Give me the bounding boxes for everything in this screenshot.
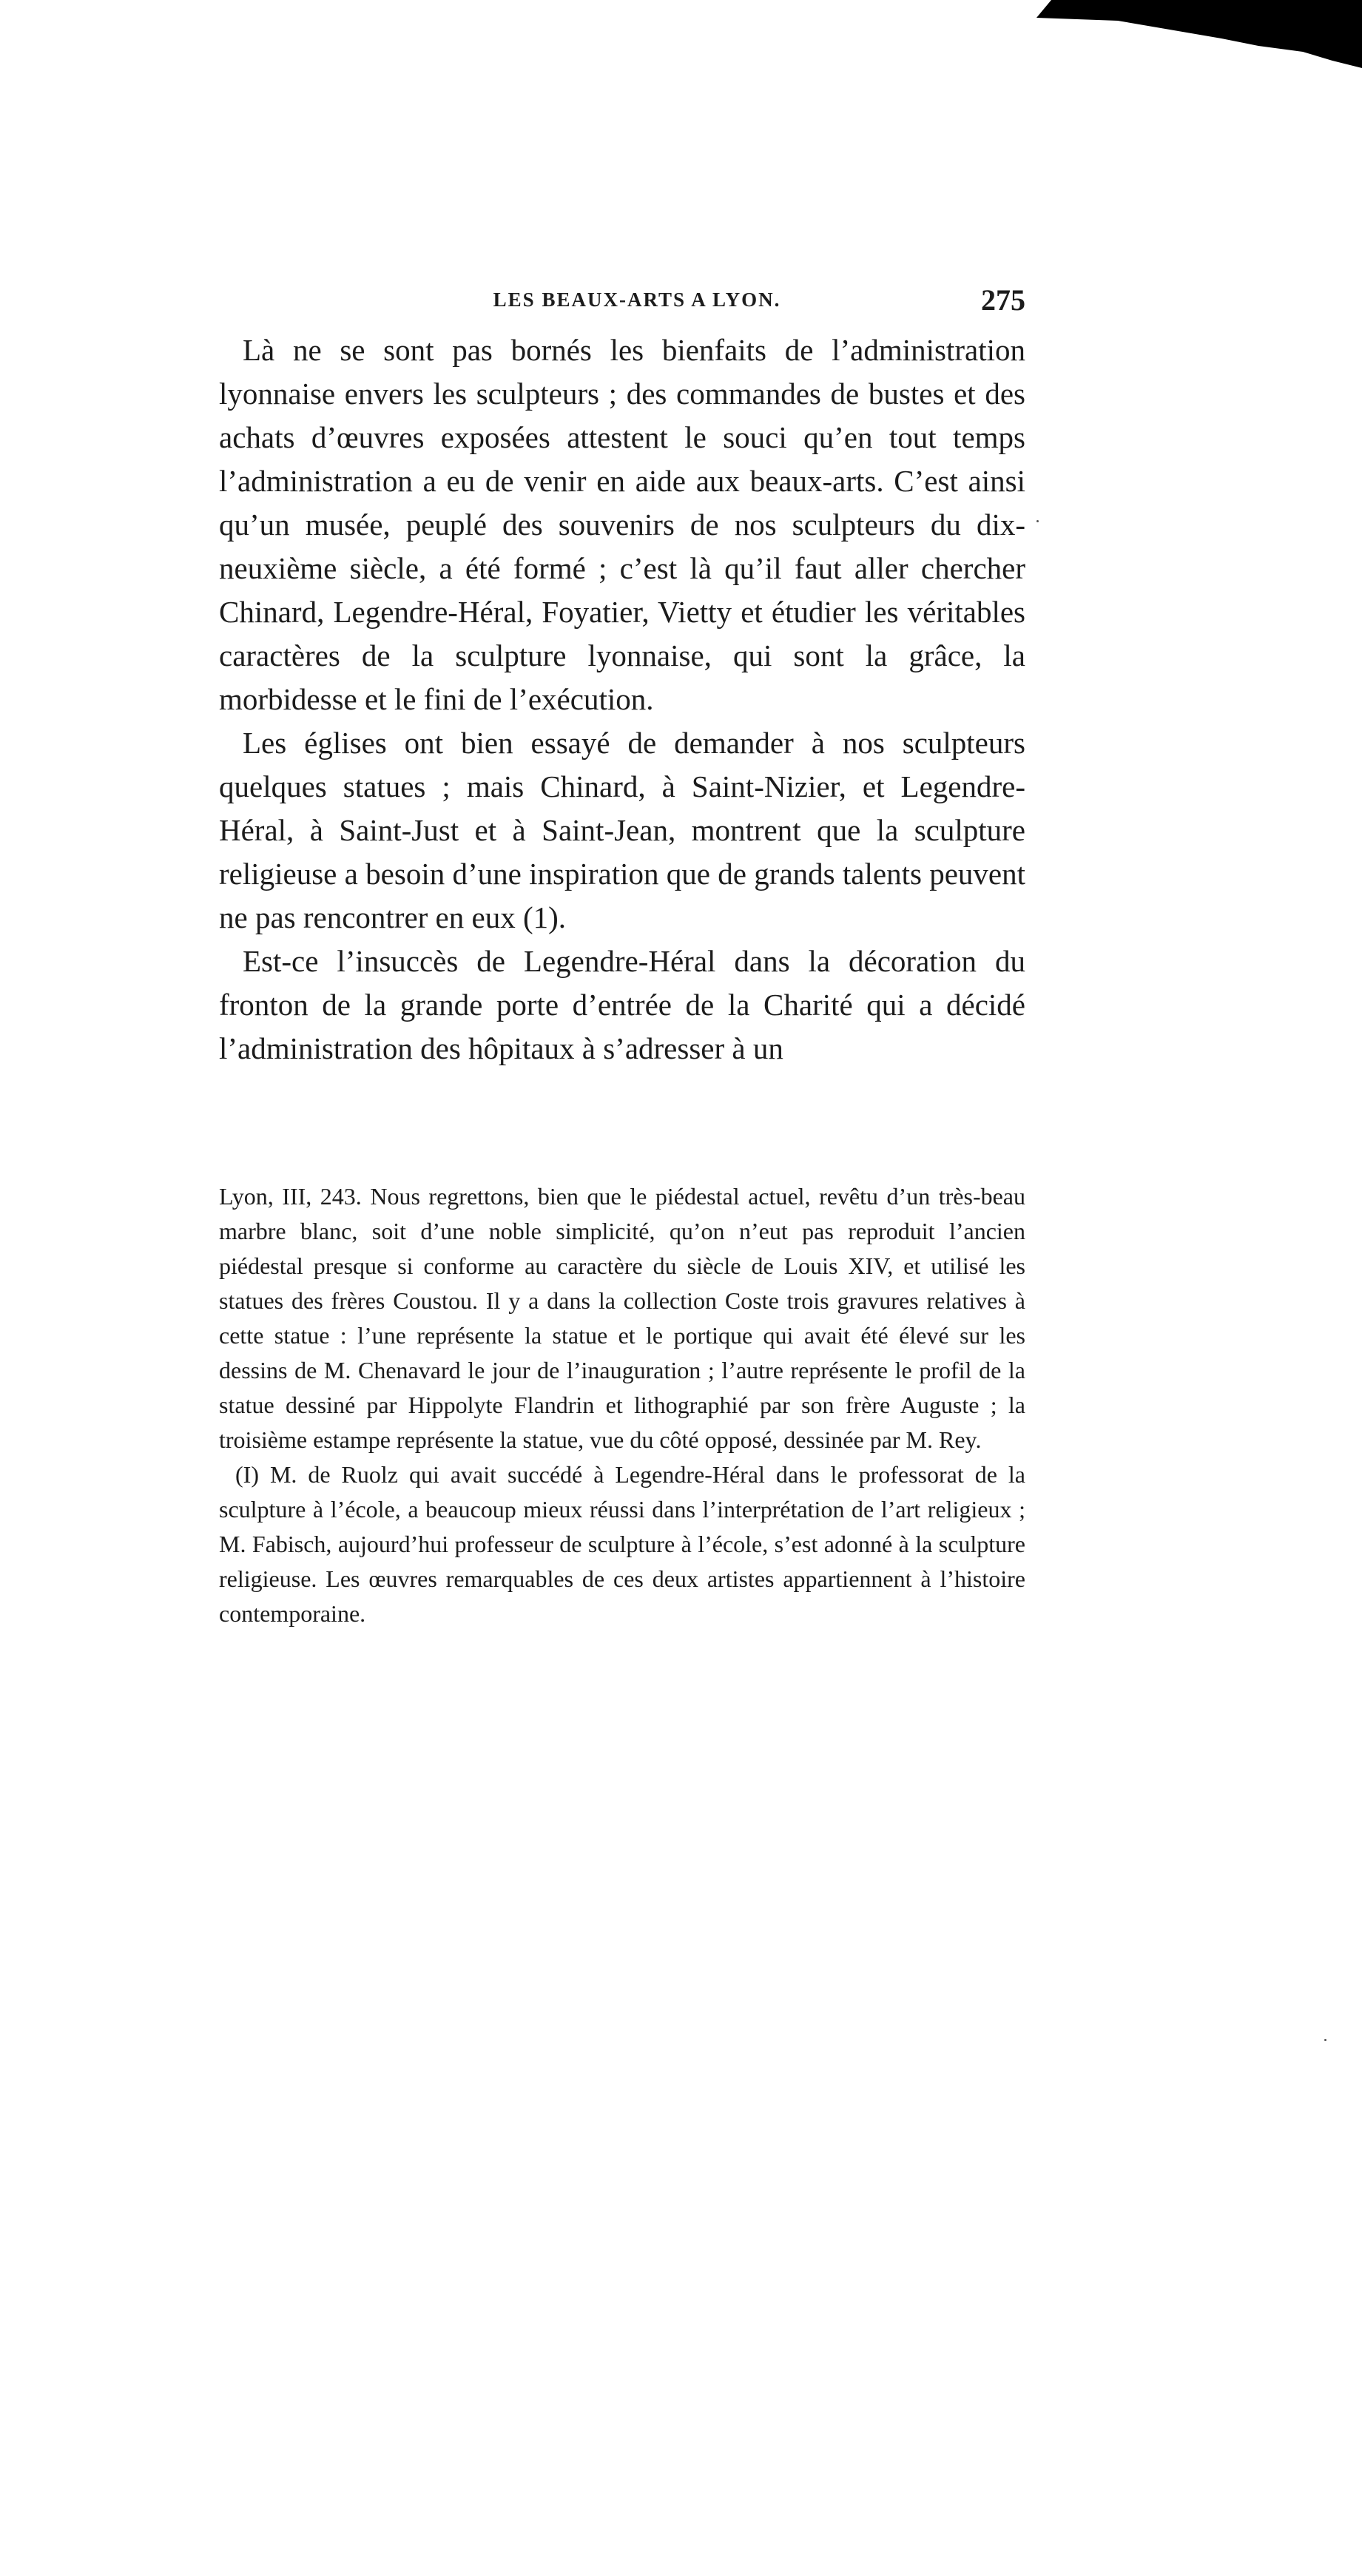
margin-speck [1324,2039,1326,2041]
running-title: LES BEAUX-ARTS A LYON. [493,289,781,311]
margin-speck [1036,520,1039,522]
footnote-1: (I) M. de Ruolz qui avait succédé à Legendre-Héral dans le professorat de la sculpture à l’école, a beaucoup mieux réussi dans l’interprétation de l’art religieux ; M. Fabisch, aujourd’hui professeur de sculpture à l’école, s’est adonné à la sculpture religieuse. Les œuvres remarquables de ces deux artistes appartiennent à l’histoire contemporaine. [219,1461,1025,1627]
footnote-continuation: Lyon, III, 243. Nous regrettons, bien que le piédestal actuel, revêtu d’un très-beau marbre blanc, soit d’une noble simplicité, qu’on n’eut pas reproduit l’ancien piédestal presque si conforme au caractère du siècle de Louis XIV, et utilisé les statues des frères Coustou. Il y a dans la collection Coste trois gravures relatives à cette statue : l’une représente la statue et le portique qui avait été élevé sur les dessins de M. Chenavard le jour de l’inauguration ; l’autre représente le profil de la statue dessiné par Hippolyte Flandrin et lithographié par son frère Auguste ; la troisième estampe représente la statue, vue du côté opposé, dessinée par M. Rey. [219,1183,1025,1453]
page-number: 275 [981,283,1025,317]
footnotes [219,1179,1025,1631]
running-header [219,283,1025,327]
paragraph: Est-ce l’insuccès de Legendre-Héral dans la décoration du fronton de la grande porte d’entrée de la Charité qui a décidé l’administration des hôpitaux à s’adresser à un [219,944,1025,1065]
paragraph: Les églises ont bien essayé de demander à nos sculpteurs quelques statues ; mais Chinard, à Saint-Nizier, et Legendre-Héral, à Saint-Just et à Saint-Jean, montrent que la sculpture religieuse a besoin d’une inspiration que de grands talents peuvent ne pas rencontrer en eux (1). [219,726,1025,934]
paragraph: Là ne se sont pas bornés les bienfaits de l’administration lyonnaise envers les sculpteurs ; des commandes de bustes et des achats d’œuvres exposées attestent le souci qu’en tout temps l’administration a eu de venir en aide aux beaux-arts. C’est ainsi qu’un musée, peuplé des souvenirs de nos sculpteurs du dix-neuxième siècle, a été formé ; c’est là qu’il faut aller chercher Chinard, Legendre-Héral, Foyatier, Vietty et étudier les véritables caractères de la sculpture lyonnaise, qui sont la grâce, la morbidesse et le fini de l’exécution. [219,333,1025,716]
scan-edge-shadow [1036,0,1362,96]
body-text [219,328,1025,1070]
